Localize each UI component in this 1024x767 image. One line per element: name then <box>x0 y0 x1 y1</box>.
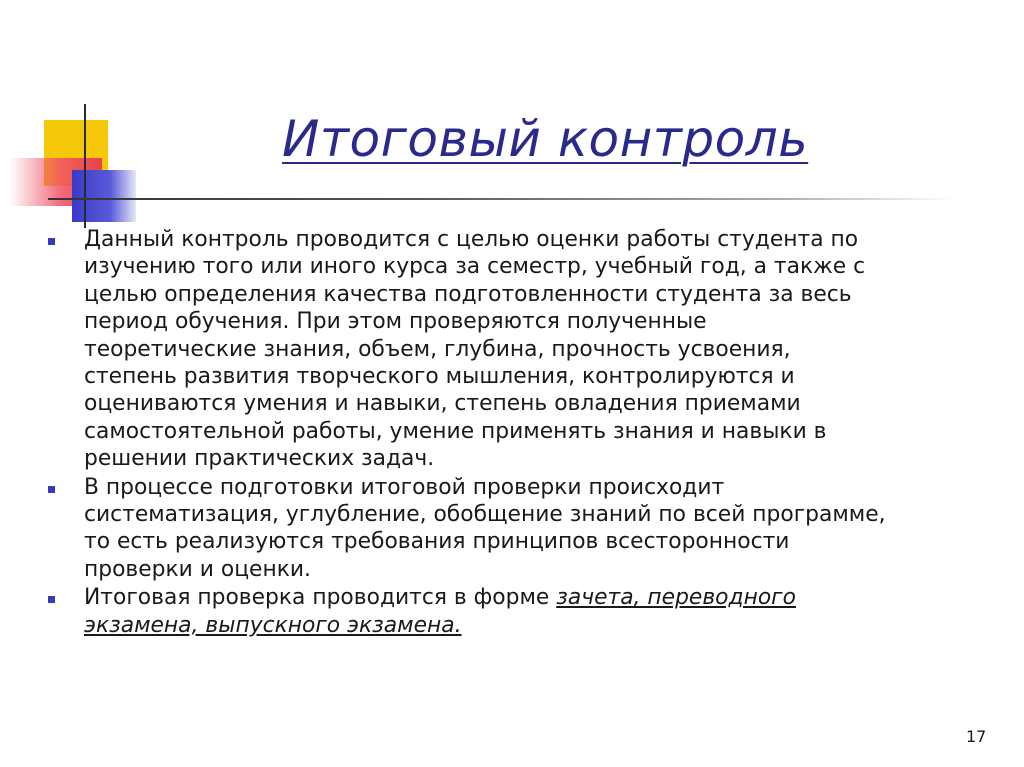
bullet-1-line-8: самостоятельной работы, умение применять знания и навыки в <box>84 418 827 444</box>
bullet-item-3 <box>42 584 992 639</box>
bullet-2-line-4: проверки и оценки. <box>84 556 311 582</box>
bullet-3-line-2 <box>84 612 992 639</box>
bullet-square-icon <box>48 486 55 493</box>
bullet-square-icon <box>48 238 55 245</box>
slide-title: Итоговый контроль <box>282 110 809 168</box>
decorative-blue-square <box>72 170 136 222</box>
bullet-1-line-5: теоретические знания, объем, глубина, прочность усвоения, <box>84 336 791 362</box>
bullet-item-2 <box>42 474 992 584</box>
bullet-square-icon <box>48 596 55 603</box>
bullet-2-line-1: В процессе подготовки итоговой проверки происходит <box>84 474 725 500</box>
page-number: 17 <box>966 727 987 746</box>
bullet-item-1 <box>42 226 992 473</box>
bullet-1-line-3: целью определения качества подготовленности студента за весь <box>84 281 852 307</box>
exam-forms-link-part-1[interactable]: зачета, переводного <box>556 585 796 611</box>
bullet-2-line-2: систематизация, углубление, обобщение знаний по всей программе, <box>84 502 886 528</box>
bullet-2-line-3: то есть реализуются требования принципов всесторонности <box>84 529 790 555</box>
bullet-1-line-4: период обучения. При этом проверяются полученные <box>84 309 707 335</box>
decorative-vertical-line <box>84 104 86 228</box>
bullet-1-line-2: изучению того или иного курса за семестр, учебный год, а также с <box>84 254 866 280</box>
title-divider-line <box>48 198 956 200</box>
bullet-3-line-1 <box>84 584 992 611</box>
bullet-list <box>42 226 992 640</box>
bullet-3-prefix: Итоговая проверка проводится в форме <box>84 585 557 611</box>
bullet-1-line-1: Данный контроль проводится с целью оценки работы студента по <box>84 227 859 252</box>
bullet-1-line-7: оцениваются умения и навыки, степень овладения приемами <box>84 391 801 417</box>
exam-forms-link-part-2[interactable]: экзамена, выпускного экзамена. <box>84 612 462 638</box>
bullet-1-line-9: решении практических задач. <box>84 446 435 472</box>
bullet-1-line-6: степень развития творческого мышления, контролируются и <box>84 364 795 390</box>
